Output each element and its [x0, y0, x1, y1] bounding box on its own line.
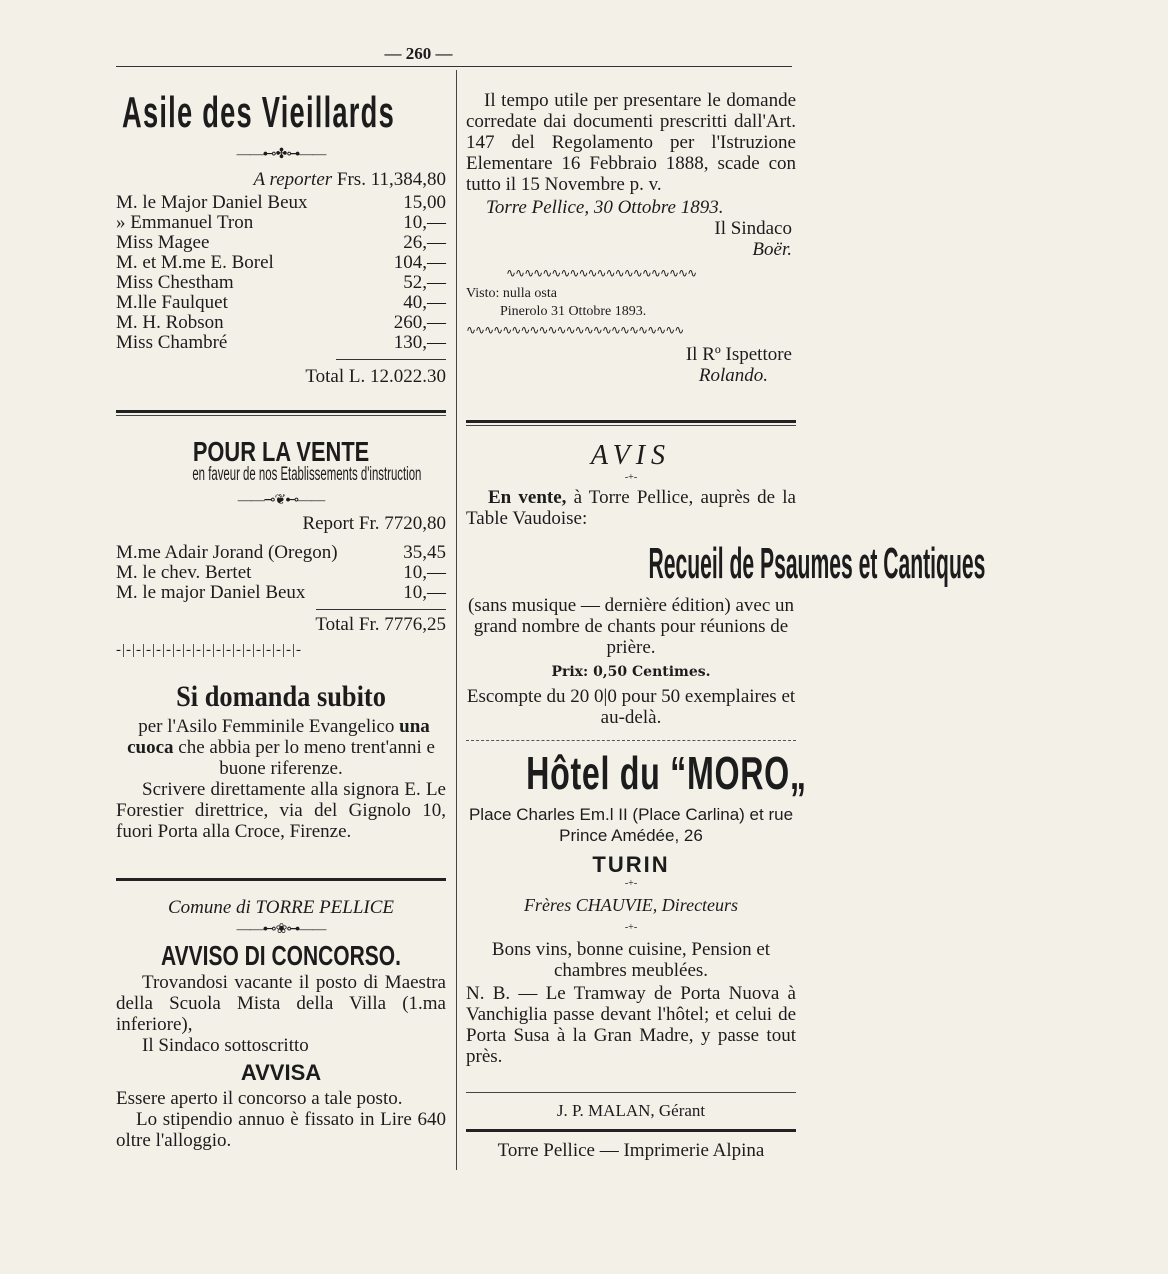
entry-amount: 35,45 [403, 542, 446, 563]
gerant: J. P. MALAN, Gérant [556, 1101, 706, 1120]
entry-amount: 40,— [403, 292, 446, 313]
entry-name: » Emmanuel Tron [116, 212, 254, 233]
avis-title: AVIS [590, 440, 672, 471]
entry-name: Miss Chambré [116, 332, 228, 353]
ornament-2: ——⊸❦⊷—— [237, 493, 325, 508]
entry-row [116, 193, 446, 213]
entry-row [116, 253, 446, 273]
asile-entries [116, 193, 446, 353]
concorso-text1: Trovandosi vacante il posto di Maestra della Scuola Mista della Villa (1.ma inferiore), [116, 972, 446, 1035]
hotel-address: Place Charles Em.l II (Place Carlina) et rue Prince Amédée, 26 [468, 805, 794, 845]
entry-row [116, 313, 446, 333]
visto: Visto: nulla osta [466, 286, 557, 301]
vente-subtitle: en faveur de nos Etablissements d'instruction [192, 464, 422, 485]
report-line [116, 169, 446, 191]
sum-rule-2 [316, 609, 446, 610]
report-label: A reporter [253, 169, 333, 190]
entry-row [116, 273, 446, 293]
hotel-nb: N. B. — Le Tramway de Porta Nuova à Vanchiglia passe devant l'hôtel; et celui de Porta Susa à la Gran Madre, y passe tout près. [466, 983, 796, 1067]
tempo-utile: Il tempo utile per presentare le domande corredate dai documenti prescritti dall'Art. 147 del Regolamento per l'Istruzione Elementare 16 Febbraio 1888, scade con tutto il 15 Novembre p. v. [466, 90, 796, 195]
entry-name: M.me Adair Jorand (Oregon) [116, 542, 338, 563]
dashed-rule [466, 740, 796, 742]
hotel-name: Hôtel du “MORO„ [526, 747, 807, 799]
avvisa: AVVISA [240, 1060, 322, 1085]
entry-name: M. le Major Daniel Beux [116, 192, 308, 213]
report-amount: Frs. 11,384,80 [336, 169, 446, 190]
sum-rule [336, 359, 446, 360]
entry-amount: 10,— [403, 582, 446, 603]
concorso-text4: Lo stipendio annuo è fissato in Lire 640 oltre l'alloggio. [116, 1109, 446, 1151]
column-divider [456, 70, 457, 1170]
entry-row [116, 583, 446, 603]
separator: -|-|-|-|-|-|-|-|-|-|-|-|-|-|-|-|-|-|- [116, 642, 302, 658]
entry-row [116, 293, 446, 313]
footer-right [466, 1092, 796, 1162]
recueil-desc: (sans musique — dernière édition) avec un grand nombre de chants pour réunions de prière. [467, 595, 795, 658]
imprimerie: Torre Pellice — Imprimerie Alpina [497, 1140, 765, 1161]
recueil-title: Recueil de Psaumes et Cantiques [648, 539, 986, 588]
domanda-text2: Scrivere direttamente alla signora E. Le Forestier direttrice, via del Gignolo 10, fuori Porta alla Croce, Firenze. [116, 779, 446, 842]
hotel-city: TURIN [592, 852, 670, 877]
entry-name: Miss Chestham [116, 272, 234, 293]
hotel-desc: Bons vins, bonne cuisine, Pension et chambres meublées. [491, 939, 771, 981]
concorso-section [116, 878, 446, 1151]
entry-name: M. H. Robson [116, 312, 224, 333]
prix: Prix: 0,50 Centimes. [551, 664, 711, 680]
comune: Comune di TORRE PELLICE [167, 897, 395, 918]
escompte: Escompte du 20 0|0 pour 50 exemplaires et au-delà. [466, 686, 796, 728]
section-rule [116, 410, 446, 413]
avis-ornament: -+- [624, 472, 638, 483]
vente-report: Report Fr. 7720,80 [302, 513, 446, 534]
entry-amount: 10,— [403, 562, 446, 583]
entry-row [116, 233, 446, 253]
entry-row [116, 543, 446, 563]
vente-section [116, 410, 446, 659]
hotel-directors: Frères CHAUVIE, Directeurs [523, 895, 739, 915]
entry-row [116, 563, 446, 583]
entry-name: M. et M.me E. Borel [116, 252, 274, 273]
section-rule-thin [116, 415, 446, 416]
entry-name: M. le major Daniel Beux [116, 582, 306, 603]
domanda-text-before: per l'Asilo Femminile Evangelico [138, 716, 395, 737]
concorso-continued [466, 90, 796, 386]
wavy-rule-2: ∿∿∿∿∿∿∿∿∿∿∿∿∿∿∿∿∿∿∿∿∿∿∿∿ [466, 323, 684, 337]
avis-section [466, 420, 986, 752]
section-rule-3 [116, 878, 446, 881]
vente-bold: En vente, [488, 487, 567, 508]
sindaco-name: Boër. [752, 239, 792, 260]
asile-title: Asile des Vieillards [122, 88, 395, 137]
entry-amount: 104,— [393, 252, 446, 273]
section-rule-r1 [466, 420, 796, 423]
ispettore-name: Rolando. [698, 365, 768, 386]
entry-amount: 26,— [403, 232, 446, 253]
domanda-title: Si domanda subito [176, 680, 386, 713]
entry-amount: 52,— [403, 272, 446, 293]
concorso-text2: Il Sindaco sottoscritto [142, 1035, 309, 1056]
top-rule [116, 66, 792, 67]
entry-amount: 130,— [393, 332, 446, 353]
ispettore: Il Rº Ispettore [685, 344, 792, 365]
wavy-rule: ∿∿∿∿∿∿∿∿∿∿∿∿∿∿∿∿∿∿∿∿∿ [506, 266, 697, 280]
domanda-text [116, 716, 446, 779]
pinerolo: Pinerolo 31 Ottobre 1893. [500, 304, 647, 319]
vente-text: à Torre Pellice, auprès de la Table Vaudoise: [466, 487, 796, 529]
hotel-section [466, 746, 807, 1067]
hotel-ornament: -+- [624, 878, 638, 889]
entry-name: Miss Magee [116, 232, 210, 253]
asile-total: Total L. 12.022.30 [305, 366, 446, 387]
entry-name: M.lle Faulquet [116, 292, 228, 313]
sindaco: Il Sindaco [714, 218, 792, 239]
section-rule-r1-thin [466, 425, 796, 426]
page-number: — 260 — [384, 44, 453, 63]
ornament-3: ——⊷❀⊶—— [236, 922, 326, 937]
footer-rule-thick [466, 1129, 796, 1132]
vente-total: Total Fr. 7776,25 [315, 614, 446, 635]
entry-amount: 10,— [403, 212, 446, 233]
concorso-text3: Essere aperto il concorso a tale posto. [116, 1088, 403, 1109]
entry-row [116, 213, 446, 233]
ornament: ——⊷✤⊶—— [236, 147, 326, 162]
avis-vente [466, 487, 796, 529]
domanda-text-after: che abbia per lo meno trent'anni e buone riferenze. [178, 737, 435, 779]
hotel-ornament-2: -+- [624, 922, 638, 933]
domanda-section [116, 680, 446, 842]
asile-section [116, 88, 446, 388]
domanda-bold: una cuoca [127, 716, 430, 758]
concorso-title: AVVISO DI CONCORSO. [161, 940, 401, 971]
vente-entries [116, 543, 446, 603]
entry-amount: 15,00 [403, 192, 446, 213]
footer-rule [466, 1092, 796, 1093]
vente-title: POUR LA VENTE [192, 436, 370, 467]
entry-name: M. le chev. Bertet [116, 562, 252, 583]
place-date: Torre Pellice, 30 Ottobre 1893. [486, 197, 724, 218]
entry-row [116, 333, 446, 353]
entry-amount: 260,— [393, 312, 446, 333]
